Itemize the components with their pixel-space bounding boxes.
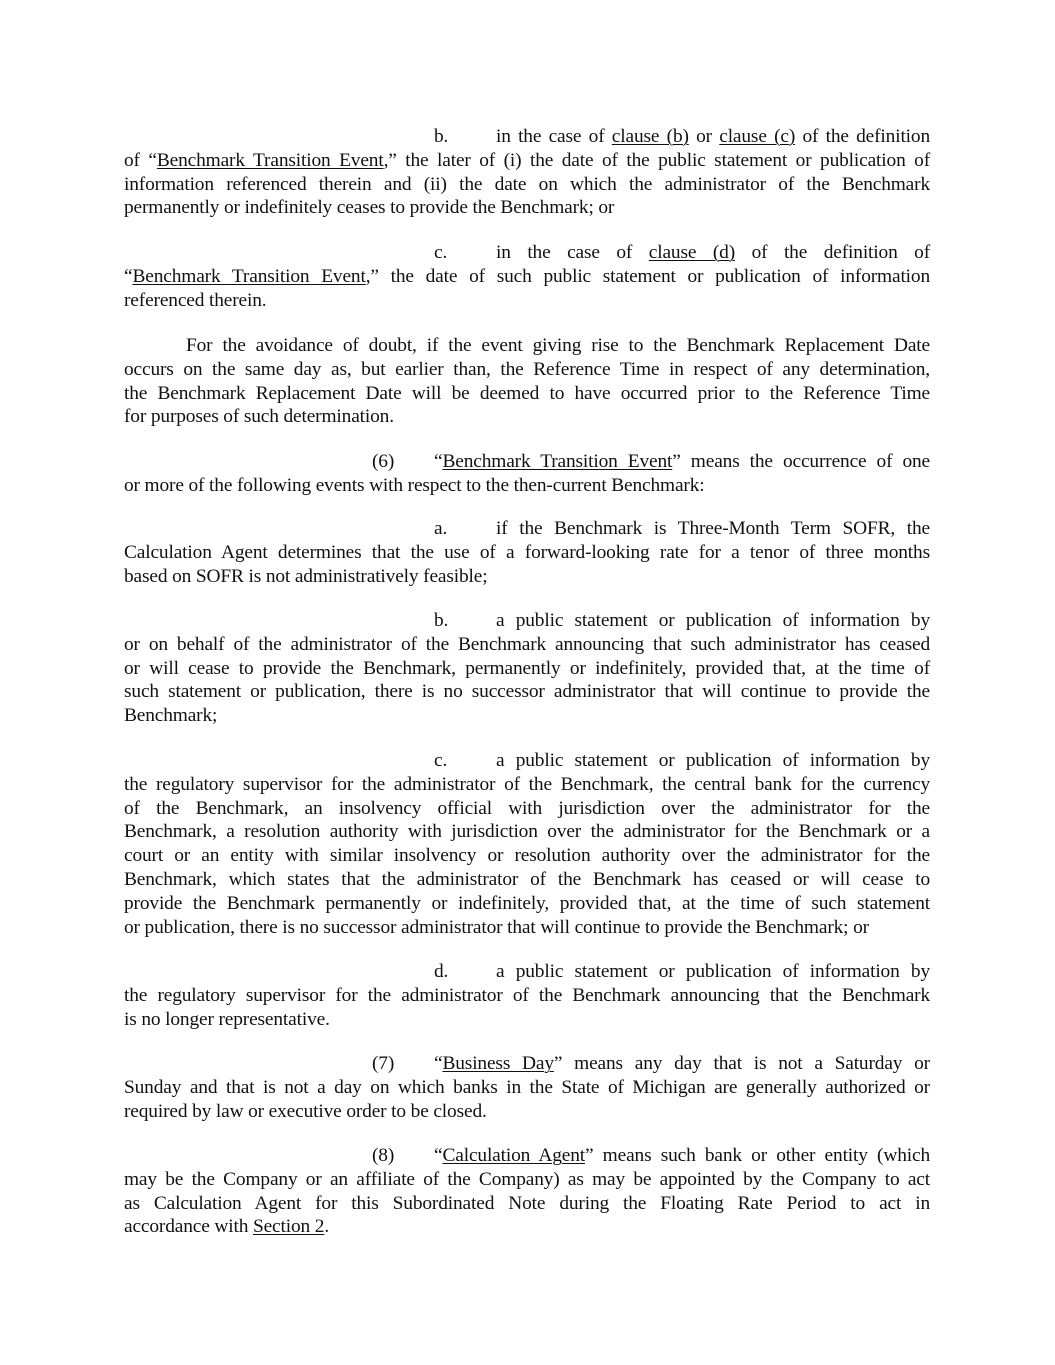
text-segment: such statement or publication, there is no successor administrator that will continue to provide the	[124, 681, 930, 703]
defined-term-reference: Calculation Agent	[442, 1145, 585, 1166]
text-segment: or publication, there is no successor administrator that will continue to provide the Benchmark; or	[124, 916, 869, 938]
text-segment: accordance with	[124, 1216, 253, 1238]
text-segment: information referenced therein and (ii) the date on which the administrator of the Benchmark	[124, 173, 930, 195]
text-line	[124, 680, 930, 704]
paragraph-p5-note	[124, 334, 930, 429]
text-line	[124, 868, 930, 892]
text-segment: Calculation Agent determines that the use of a forward-looking rate for a tenor of three months	[124, 541, 930, 563]
section-marker: (7)	[372, 1053, 395, 1074]
text-line	[434, 609, 930, 633]
text-segment: ,” the date of such public statement or publication of information	[365, 265, 931, 287]
text-segment: Sunday and that is not a day on which banks in the State of Michigan are generally authorized or	[124, 1076, 930, 1098]
text-segment: is no longer representative.	[124, 1008, 330, 1030]
defined-term-reference: clause (b)	[611, 126, 689, 147]
paragraph-p6a	[124, 517, 930, 588]
text-segment: “	[434, 451, 443, 472]
text-line	[124, 1168, 930, 1192]
text-segment: ” means any day that is not a Saturday or	[553, 1053, 930, 1074]
defined-term-reference: Benchmark Transition Event	[442, 451, 673, 472]
text-line	[372, 1144, 930, 1168]
text-line	[124, 844, 930, 868]
text-segment: or more of the following events with respect to the then-current Benchmark:	[124, 474, 705, 496]
section-marker: b.	[434, 126, 449, 147]
text-segment: “	[434, 1145, 443, 1166]
paragraph-p6b	[124, 609, 930, 728]
text-line	[434, 749, 930, 773]
paragraph-p5c	[124, 241, 930, 312]
text-line	[372, 450, 931, 474]
text-line	[124, 773, 930, 797]
text-line	[124, 797, 930, 821]
paragraph-p6d	[124, 960, 930, 1031]
text-segment: “	[124, 265, 133, 287]
text-segment: or on behalf of the administrator of the Benchmark announcing that such administrator has ceased	[124, 633, 930, 655]
text-line	[434, 517, 930, 541]
defined-term-reference: Business Day	[442, 1053, 554, 1074]
text-line	[124, 289, 930, 313]
text-segment: Benchmark;	[124, 705, 218, 727]
text-line	[124, 265, 930, 289]
text-segment: Benchmark, a resolution authority with jurisdiction over the administrator for the Benchmark or a	[124, 821, 930, 843]
text-line	[434, 241, 931, 265]
text-line	[124, 1192, 930, 1216]
text-line	[124, 196, 930, 220]
text-line	[124, 474, 930, 498]
text-segment: for purposes of such determination.	[124, 406, 394, 428]
section-marker: b.	[434, 610, 449, 631]
text-line	[124, 984, 930, 1008]
text-line	[124, 1008, 930, 1032]
text-line	[124, 149, 930, 173]
text-line	[124, 541, 930, 565]
section-marker: c.	[434, 750, 448, 771]
section-marker: a.	[434, 518, 448, 539]
text-segment: provide the Benchmark permanently or indefinitely, provided that, at the time of such statement	[124, 892, 930, 914]
paragraph-p8	[124, 1144, 930, 1239]
text-segment: of “	[124, 149, 157, 171]
text-line	[124, 892, 930, 916]
text-segment: a public statement or publication of information by	[496, 610, 930, 631]
text-line	[186, 334, 930, 358]
text-segment: or will cease to provide the Benchmark, permanently or indefinitely, provided that, at the time of	[124, 657, 930, 679]
defined-term-reference: clause (c)	[719, 126, 796, 147]
section-marker: (6)	[372, 451, 395, 472]
text-line	[372, 1052, 930, 1076]
text-line	[124, 358, 930, 382]
text-segment: of the definition of	[735, 242, 931, 263]
text-segment: in the case of	[496, 126, 612, 147]
section-marker: (8)	[372, 1145, 395, 1166]
text-line	[124, 565, 930, 589]
text-line	[124, 657, 930, 681]
text-segment: Benchmark, which states that the administrator of the Benchmark has ceased or will cease to	[124, 868, 930, 890]
text-line	[434, 125, 931, 149]
paragraph-p7	[124, 1052, 930, 1123]
text-segment: a public statement or publication of information by	[496, 961, 930, 982]
section-marker: d.	[434, 961, 449, 982]
paragraph-p6	[124, 450, 930, 498]
text-line	[124, 1215, 930, 1239]
text-segment: the Benchmark Replacement Date will be deemed to have occurred prior to the Reference Time	[124, 382, 930, 404]
paragraph-p6c	[124, 749, 930, 939]
text-segment: required by law or executive order to be closed.	[124, 1100, 487, 1122]
text-segment: may be the Company or an affiliate of the Company) as may be appointed by the Company to act	[124, 1168, 930, 1190]
text-line	[124, 173, 930, 197]
text-segment: if the Benchmark is Three-Month Term SOFR, the	[496, 518, 930, 539]
text-line	[124, 633, 930, 657]
text-line	[124, 382, 930, 406]
text-segment: For the avoidance of doubt, if the event giving rise to the Benchmark Replacement Date	[186, 335, 930, 356]
text-segment: occurs on the same day as, but earlier than, the Reference Time in respect of any determination,	[124, 358, 930, 380]
paragraph-p5b	[124, 125, 930, 220]
defined-term-reference: Section 2	[252, 1216, 325, 1238]
text-segment: ,” the later of (i) the date of the public statement or publication of	[383, 149, 930, 171]
text-segment: in the case of	[496, 242, 649, 263]
text-segment: ” means the occurrence of one	[672, 451, 931, 472]
defined-term-reference: clause (d)	[648, 242, 736, 263]
text-segment: the regulatory supervisor for the administrator of the Benchmark, the central bank for the currency	[124, 773, 930, 795]
text-line	[124, 1100, 930, 1124]
text-line	[434, 960, 930, 984]
text-segment: permanently or indefinitely ceases to provide the Benchmark; or	[124, 197, 615, 219]
text-segment: “	[434, 1053, 443, 1074]
text-segment: the regulatory supervisor for the administrator of the Benchmark announcing that the Benchmark	[124, 984, 930, 1006]
defined-term-reference: Benchmark Transition Event	[132, 265, 366, 287]
defined-term-reference: Benchmark Transition Event	[156, 149, 384, 171]
text-line	[124, 704, 930, 728]
text-segment: of the Benchmark, an insolvency official with jurisdiction over the administrator for the	[124, 797, 930, 819]
text-segment: as Calculation Agent for this Subordinated Note during the Floating Rate Period to act in	[124, 1192, 930, 1214]
text-segment: referenced therein.	[124, 289, 267, 311]
text-segment: or	[688, 126, 720, 147]
text-line	[124, 405, 930, 429]
text-line	[124, 1076, 930, 1100]
text-segment: based on SOFR is not administratively feasible;	[124, 565, 488, 587]
text-segment: a public statement or publication of information by	[496, 750, 930, 771]
text-line	[124, 820, 930, 844]
text-line	[124, 916, 930, 940]
text-segment: of the definition	[795, 126, 931, 147]
text-segment: .	[324, 1216, 330, 1238]
section-marker: c.	[434, 242, 448, 263]
text-segment: ” means such bank or other entity (which	[585, 1145, 930, 1166]
text-segment: court or an entity with similar insolvency or resolution authority over the administrator for the	[124, 845, 930, 867]
